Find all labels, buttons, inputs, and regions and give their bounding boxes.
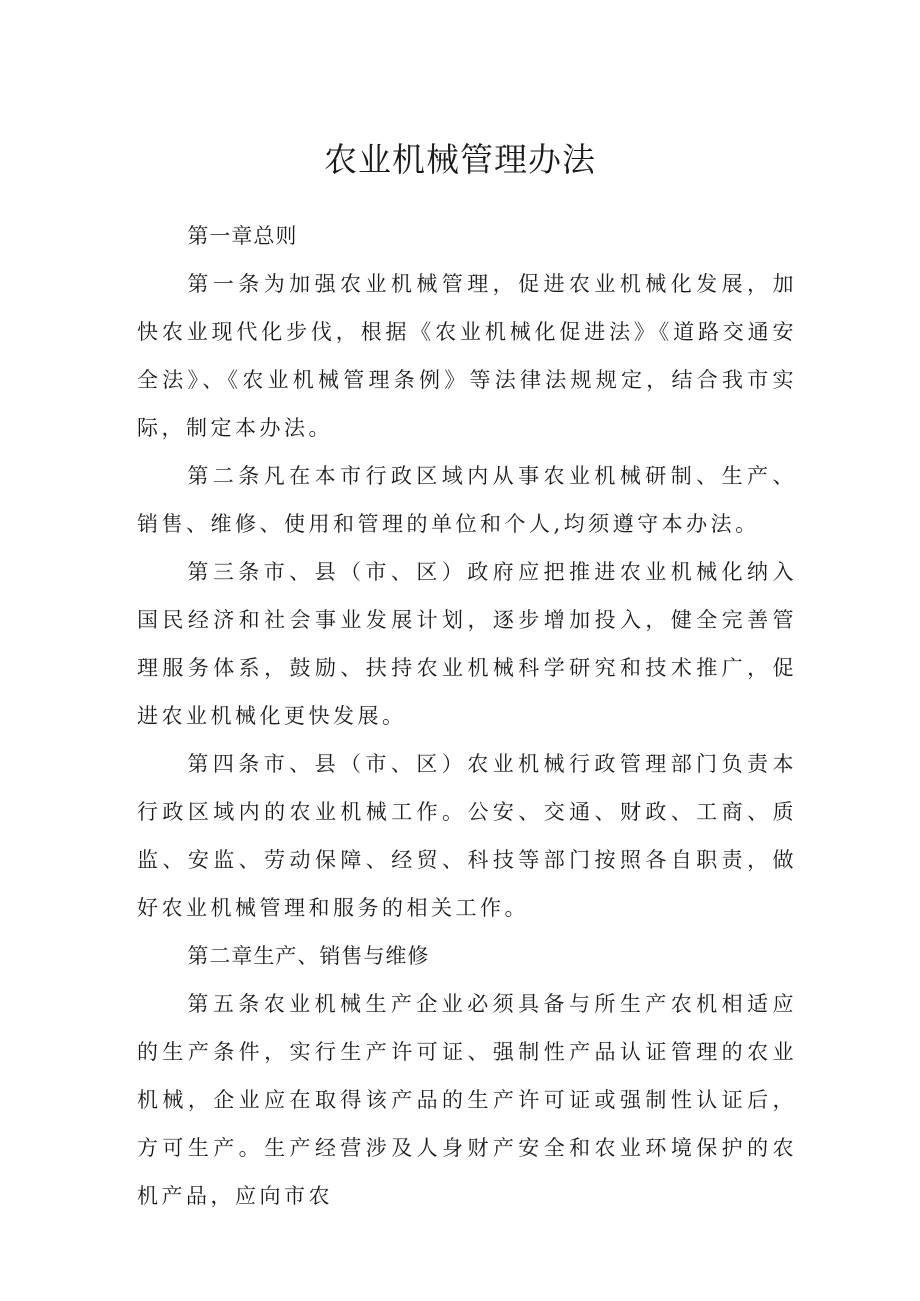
document-title: 农业机械管理办法 — [324, 140, 596, 179]
chapter-heading-2: 第二章生产、销售与维修 — [187, 944, 430, 968]
article-1-paragraph: 第一条为加强农业机械管理，促进农业机械化发展，加快农业现代化步伐，根据《农业机械化促进法》《道路交通安全法》、《农业机械管理条例》等法律法规规定，结合我市实际，制定本办法。 — [137, 272, 797, 440]
article-2-paragraph: 第二条凡在本市行政区域内从事农业机械研制、生产、销售、维修、使用和管理的单位和个人,均须遵守本办法。 — [137, 464, 797, 536]
article-5-paragraph: 第五条农业机械生产企业必须具备与所生产农机相适应的生产条件，实行生产许可证、强制性产品认证管理的农业机械，企业应在取得该产品的生产许可证或强制性认证后，方可生产。生产经营涉及人身财产安全和农业环境保护的农机产品，应向市农 — [137, 992, 797, 1208]
article-4-paragraph: 第四条市、县（市、区）农业机械行政管理部门负责本行政区域内的农业机械工作。公安、交通、财政、工商、质监、安监、劳动保障、经贸、科技等部门按照各自职责，做好农业机械管理和服务的相关工作。 — [137, 752, 797, 920]
document-body — [137, 212, 797, 1220]
chapter-heading-1: 第一章总则 — [187, 224, 298, 248]
article-3-paragraph: 第三条市、县（市、区）政府应把推进农业机械化纳入国民经济和社会事业发展计划，逐步增加投入，健全完善管理服务体系，鼓励、扶持农业机械科学研究和技术推广，促进农业机械化更快发展。 — [137, 560, 797, 728]
